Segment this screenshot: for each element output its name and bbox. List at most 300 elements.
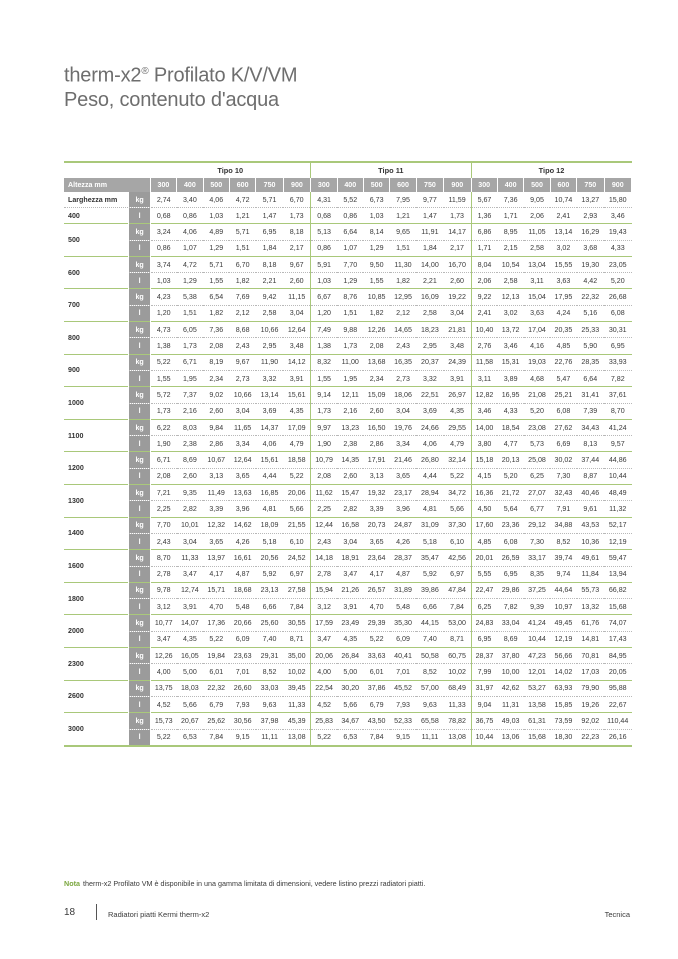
kg-value: 15,47	[337, 485, 363, 501]
water-value: 2,34	[203, 370, 229, 386]
kg-value: 22,32	[203, 680, 229, 696]
water-value: 1,84	[416, 240, 443, 256]
unit-kg: kg	[129, 582, 150, 598]
kg-value: 68,49	[444, 680, 471, 696]
kg-value: 73,59	[550, 713, 576, 729]
water-value: 5,22	[150, 729, 176, 746]
kg-value: 37,61	[604, 387, 632, 403]
kg-value: 4,72	[177, 256, 203, 272]
water-value: 3,11	[471, 370, 497, 386]
kg-value: 20,13	[497, 452, 523, 468]
kg-value: 37,30	[444, 517, 471, 533]
water-value: 1,51	[337, 305, 363, 321]
kg-value: 17,60	[471, 517, 497, 533]
kg-value: 16,09	[416, 289, 443, 305]
kg-value: 8,69	[177, 452, 203, 468]
kg-value: 11,58	[471, 354, 497, 370]
table-row	[64, 419, 632, 435]
kg-value: 43,50	[363, 713, 389, 729]
kg-value: 60,75	[444, 648, 471, 664]
kg-value: 15,55	[550, 256, 576, 272]
water-value: 1,29	[363, 240, 389, 256]
kg-value: 66,82	[604, 582, 632, 598]
water-value: 11,32	[604, 501, 632, 517]
water-value: 6,97	[283, 566, 310, 582]
table-row	[64, 452, 632, 468]
water-value: 20,05	[604, 664, 632, 680]
water-value: 2,43	[150, 533, 176, 549]
kg-value: 29,55	[444, 419, 471, 435]
water-value: 6,97	[444, 566, 471, 582]
kg-value: 11,62	[311, 485, 337, 501]
water-value: 1,29	[337, 273, 363, 289]
water-value: 5,66	[177, 696, 203, 712]
table-row	[64, 533, 632, 549]
kg-value: 19,84	[203, 648, 229, 664]
water-value: 2,08	[203, 338, 229, 354]
kg-value: 25,60	[256, 615, 283, 631]
water-value: 7,40	[416, 631, 443, 647]
kg-value: 11,30	[390, 256, 416, 272]
water-value: 3,47	[311, 631, 337, 647]
group-header: Tipo 10	[150, 162, 310, 178]
water-value: 2,38	[337, 436, 363, 452]
water-value: 0,86	[177, 208, 203, 224]
water-value: 2,60	[337, 468, 363, 484]
water-value: 9,61	[577, 501, 604, 517]
kg-value: 40,46	[577, 485, 604, 501]
kg-value: 49,03	[497, 713, 523, 729]
kg-value: 56,66	[550, 648, 576, 664]
water-value: 3,04	[283, 305, 310, 321]
water-value: 5,16	[577, 305, 604, 321]
kg-value: 35,30	[390, 615, 416, 631]
water-value: 2,08	[311, 468, 337, 484]
footer-section: Tecnica	[604, 910, 630, 919]
unit-l: l	[129, 403, 150, 419]
title-product: Profilato K/V/VM	[148, 64, 298, 87]
water-value: 1,82	[229, 273, 255, 289]
water-value: 1,95	[177, 370, 203, 386]
water-value: 3,47	[150, 631, 176, 647]
kg-value: 48,49	[604, 485, 632, 501]
water-value: 1,73	[444, 208, 471, 224]
water-value: 13,94	[604, 566, 632, 582]
kg-value: 22,76	[550, 354, 576, 370]
water-value: 4,35	[444, 403, 471, 419]
kg-value: 10,85	[363, 289, 389, 305]
kg-value: 3,74	[150, 256, 176, 272]
kg-value: 5,38	[177, 289, 203, 305]
kg-value: 11,90	[256, 354, 283, 370]
water-value: 5,66	[337, 696, 363, 712]
unit-l: l	[129, 338, 150, 354]
kg-value: 29,12	[524, 517, 550, 533]
water-value: 7,82	[604, 370, 632, 386]
length-header: 600	[229, 178, 255, 192]
water-value: 1,51	[177, 305, 203, 321]
water-value: 1,73	[150, 403, 176, 419]
kg-value: 7,49	[311, 322, 337, 338]
kg-value: 10,66	[229, 387, 255, 403]
water-value: 11,31	[497, 696, 523, 712]
kg-value: 33,93	[604, 354, 632, 370]
water-value: 3,04	[337, 533, 363, 549]
unit-l: l	[129, 273, 150, 289]
water-value: 3,34	[390, 436, 416, 452]
page-title	[64, 60, 297, 112]
kg-value: 25,62	[203, 713, 229, 729]
kg-value: 23,08	[524, 419, 550, 435]
kg-value: 12,26	[363, 322, 389, 338]
kg-value: 30,56	[229, 713, 255, 729]
length-header: 600	[390, 178, 416, 192]
water-value: 3,47	[337, 566, 363, 582]
water-value: 13,08	[444, 729, 471, 746]
water-value: 6,66	[256, 599, 283, 615]
water-value: 9,74	[550, 566, 576, 582]
water-value: 6,01	[363, 664, 389, 680]
length-header: 500	[363, 178, 389, 192]
water-value: 8,35	[524, 566, 550, 582]
unit-kg: kg	[129, 485, 150, 501]
water-value: 2,06	[524, 208, 550, 224]
table-row	[64, 664, 632, 680]
kg-value: 16,36	[471, 485, 497, 501]
water-value: 4,16	[524, 338, 550, 354]
height-label: 2300	[64, 648, 129, 681]
kg-value: 5,13	[311, 224, 337, 240]
kg-value: 6,95	[256, 224, 283, 240]
kg-value: 18,03	[177, 680, 203, 696]
water-value: 8,52	[256, 664, 283, 680]
height-label: 500	[64, 224, 129, 257]
height-label: 1300	[64, 485, 129, 518]
table-row	[64, 680, 632, 696]
unit-kg: kg	[129, 517, 150, 533]
water-value: 1,73	[177, 338, 203, 354]
water-value: 4,33	[604, 240, 632, 256]
water-value: 1,55	[150, 370, 176, 386]
water-value: 5,22	[283, 468, 310, 484]
kg-value: 12,95	[390, 289, 416, 305]
length-header: 500	[203, 178, 229, 192]
water-value: 4,26	[390, 533, 416, 549]
note-label: Nota	[64, 879, 80, 888]
kg-value: 13,75	[150, 680, 176, 696]
water-value: 3,12	[311, 599, 337, 615]
kg-value: 32,14	[444, 452, 471, 468]
water-value: 6,09	[229, 631, 255, 647]
kg-value: 84,95	[604, 648, 632, 664]
table-row	[64, 387, 632, 403]
water-value: 9,63	[416, 696, 443, 712]
water-value: 6,95	[471, 631, 497, 647]
water-value: 10,02	[283, 664, 310, 680]
kg-value: 9,02	[203, 387, 229, 403]
water-value: 10,44	[604, 468, 632, 484]
water-value: 3,63	[524, 305, 550, 321]
water-value: 7,40	[256, 631, 283, 647]
water-value: 6,53	[337, 729, 363, 746]
water-value: 3,46	[604, 208, 632, 224]
height-label: 3000	[64, 713, 129, 746]
kg-value: 17,95	[550, 289, 576, 305]
kg-value: 37,80	[497, 648, 523, 664]
kg-value: 18,06	[390, 387, 416, 403]
water-value: 2,60	[177, 468, 203, 484]
water-value: 18,30	[550, 729, 576, 746]
water-value: 6,08	[604, 305, 632, 321]
kg-value: 18,23	[416, 322, 443, 338]
water-value: 8,70	[604, 403, 632, 419]
kg-value: 14,65	[390, 322, 416, 338]
water-value: 8,87	[577, 468, 604, 484]
water-value: 12,19	[550, 631, 576, 647]
kg-value: 15,61	[256, 452, 283, 468]
kg-value: 16,85	[256, 485, 283, 501]
kg-value: 2,74	[156, 195, 171, 204]
water-value: 1,07	[177, 240, 203, 256]
kg-value: 6,86	[471, 224, 497, 240]
kg-value: 25,21	[550, 387, 576, 403]
water-value: 4,35	[177, 631, 203, 647]
water-value: 1,21	[390, 208, 416, 224]
water-value: 1,20	[311, 305, 337, 321]
water-value: 10,00	[497, 664, 523, 680]
kg-value: 7,37	[177, 387, 203, 403]
water-value: 7,01	[390, 664, 416, 680]
unit-kg: kg	[129, 387, 150, 403]
length-header: 900	[604, 178, 632, 192]
water-value: 1,90	[150, 436, 176, 452]
table-row	[64, 436, 632, 452]
water-value: 11,33	[283, 696, 310, 712]
kg-value: 9,14	[311, 387, 337, 403]
kg-value: 44,15	[416, 615, 443, 631]
water-value: 13,58	[524, 696, 550, 712]
water-value: 2,08	[363, 338, 389, 354]
unit-kg: kg	[129, 256, 150, 272]
kg-value: 79,90	[577, 680, 604, 696]
water-value: 2,25	[311, 501, 337, 517]
kg-value: 21,46	[390, 452, 416, 468]
unit-l: l	[129, 468, 150, 484]
water-value: 2,73	[229, 370, 255, 386]
kg-value: 10,01	[177, 517, 203, 533]
water-value: 1,95	[337, 370, 363, 386]
kg-value: 14,00	[471, 419, 497, 435]
length-header: 400	[177, 178, 203, 192]
water-value: 5,20	[524, 403, 550, 419]
water-value: 3,69	[256, 403, 283, 419]
water-value: 5,22	[444, 468, 471, 484]
water-value: 3,65	[229, 468, 255, 484]
kg-value: 34,88	[550, 517, 576, 533]
kg-value: 10,66	[256, 322, 283, 338]
kg-value: 24,87	[390, 517, 416, 533]
water-value: 1,73	[337, 338, 363, 354]
water-value: 4,06	[256, 436, 283, 452]
kg-value: 11,49	[203, 485, 229, 501]
water-value: 15,68	[524, 729, 550, 746]
kg-value: 45,39	[283, 713, 310, 729]
height-label: 1800	[64, 582, 129, 615]
water-value: 7,91	[550, 501, 576, 517]
group-header: Tipo 12	[471, 162, 631, 178]
kg-value: 4,72	[235, 195, 250, 204]
water-value: 4,35	[283, 403, 310, 419]
kg-value: 13,23	[337, 419, 363, 435]
water-value: 3,89	[497, 370, 523, 386]
table-row	[64, 192, 632, 208]
water-value: 2,21	[256, 273, 283, 289]
height-label: 700	[64, 289, 129, 322]
kg-value: 8,19	[203, 354, 229, 370]
kg-value: 3,24	[150, 224, 176, 240]
kg-value: 22,54	[311, 680, 337, 696]
water-value: 4,68	[524, 370, 550, 386]
kg-value: 11,33	[177, 550, 203, 566]
kg-value: 27,07	[524, 485, 550, 501]
water-value: 2,16	[177, 403, 203, 419]
kg-value: 24,39	[444, 354, 471, 370]
kg-value: 40,41	[390, 648, 416, 664]
water-value: 0,86	[311, 240, 337, 256]
water-value: 6,53	[177, 729, 203, 746]
water-value: 26,16	[604, 729, 632, 746]
kg-value: 61,76	[577, 615, 604, 631]
water-value: 5,90	[577, 338, 604, 354]
kg-value: 92,02	[577, 713, 604, 729]
table-row	[64, 599, 632, 615]
water-value: 4,85	[550, 338, 576, 354]
table-row	[64, 485, 632, 501]
kg-value: 10,54	[497, 256, 523, 272]
water-value: 7,84	[444, 599, 471, 615]
kg-value: 14,07	[177, 615, 203, 631]
kg-value: 70,81	[577, 648, 604, 664]
unit-l: l	[129, 566, 150, 582]
water-value: 2,08	[150, 468, 176, 484]
table-row	[64, 566, 632, 582]
water-value: 22,67	[604, 696, 632, 712]
water-value: 3,91	[283, 370, 310, 386]
kg-value: 7,70	[150, 517, 176, 533]
kg-value: 35,00	[283, 648, 310, 664]
water-value: 1,55	[203, 273, 229, 289]
water-value: 3,63	[550, 273, 576, 289]
length-header: 900	[444, 178, 471, 192]
kg-value: 110,44	[604, 713, 632, 729]
water-value: 4,81	[256, 501, 283, 517]
table-row	[64, 501, 632, 517]
water-value: 3,04	[229, 403, 255, 419]
water-value: 2,58	[524, 240, 550, 256]
kg-value: 44,64	[550, 582, 576, 598]
water-value: 2,43	[229, 338, 255, 354]
length-header: 750	[256, 178, 283, 192]
water-value: 13,32	[577, 599, 604, 615]
kg-value: 19,30	[577, 256, 604, 272]
kg-value: 22,51	[416, 387, 443, 403]
water-value: 5,22	[203, 631, 229, 647]
kg-value: 20,73	[363, 517, 389, 533]
water-value: 2,41	[471, 305, 497, 321]
kg-value: 8,14	[363, 224, 389, 240]
water-value: 3,47	[177, 566, 203, 582]
kg-value: 16,05	[177, 648, 203, 664]
table-row	[64, 550, 632, 566]
water-value: 1,03	[203, 208, 229, 224]
water-value: 2,16	[337, 403, 363, 419]
water-value: 9,39	[524, 599, 550, 615]
kg-value: 63,93	[550, 680, 576, 696]
kg-value: 12,13	[497, 289, 523, 305]
water-value: 4,15	[471, 468, 497, 484]
kg-value: 9,05	[530, 195, 544, 204]
kg-value: 5,67	[471, 192, 497, 208]
table-row	[64, 322, 632, 338]
height-label: 2000	[64, 615, 129, 648]
kg-value: 12,44	[311, 517, 337, 533]
kg-value: 24,66	[416, 419, 443, 435]
kg-value: 12,74	[177, 582, 203, 598]
kg-value: 6,54	[203, 289, 229, 305]
water-value: 1,82	[390, 273, 416, 289]
unit-l: l	[129, 599, 150, 615]
kg-value: 5,91	[311, 256, 337, 272]
kg-value: 47,23	[524, 648, 550, 664]
kg-value: 5,52	[343, 195, 358, 204]
kg-value: 43,53	[577, 517, 604, 533]
water-value: 3,46	[471, 403, 497, 419]
kg-value: 9,50	[363, 256, 389, 272]
kg-value: 28,37	[390, 550, 416, 566]
kg-value: 26,80	[416, 452, 443, 468]
water-value: 9,04	[471, 696, 497, 712]
kg-value: 14,18	[311, 550, 337, 566]
unit-l: l	[129, 696, 150, 712]
kg-value: 20,01	[471, 550, 497, 566]
kg-value: 95,88	[604, 680, 632, 696]
water-value: 6,64	[577, 370, 604, 386]
kg-value: 9,77	[423, 195, 437, 204]
kg-value: 13,97	[203, 550, 229, 566]
water-value: 2,58	[416, 305, 443, 321]
water-value: 10,97	[550, 599, 576, 615]
kg-value: 34,72	[444, 485, 471, 501]
kg-value: 10,40	[471, 322, 497, 338]
water-value: 5,48	[390, 599, 416, 615]
kg-value: 12,32	[203, 517, 229, 533]
water-value: 1,29	[203, 240, 229, 256]
water-value: 4,33	[497, 403, 523, 419]
water-value: 6,69	[550, 436, 576, 452]
water-value: 1,82	[363, 305, 389, 321]
water-value: 1,73	[311, 403, 337, 419]
kg-value: 8,18	[283, 224, 310, 240]
column-header-row	[64, 178, 632, 192]
water-value: 3,13	[363, 468, 389, 484]
table-row	[64, 631, 632, 647]
length-header: 400	[497, 178, 523, 192]
kg-value: 27,62	[550, 419, 576, 435]
title-brand: therm-x2	[64, 64, 142, 87]
table-row	[64, 256, 632, 272]
unit-l: l	[129, 436, 150, 452]
water-value: 15,68	[604, 599, 632, 615]
